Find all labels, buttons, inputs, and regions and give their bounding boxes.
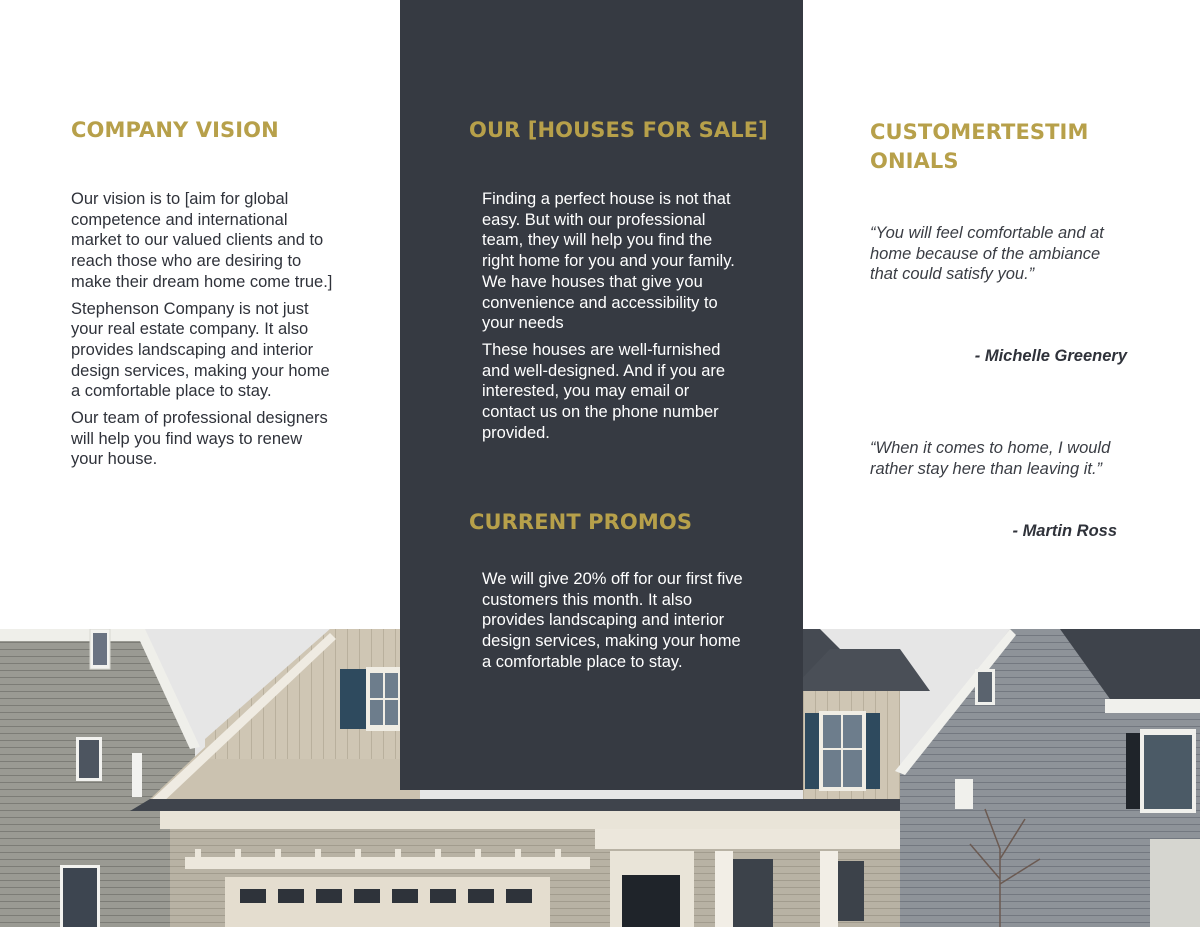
vision-paragraph: Stephenson Company is not just your real estate company. It also provides landscaping and interior design services, making your home a comfortable place to stay. bbox=[71, 299, 330, 401]
houses-paragraph: Finding a perfect house is not that easy. But with our professional team, they will help you find the right home for you and your family. We have houses that give you convenience and accessibility to your needs bbox=[482, 190, 735, 333]
company-vision-body bbox=[71, 189, 333, 476]
promos-body bbox=[482, 569, 744, 679]
testimonial-quote: “When it comes to home, I would rather stay here than leaving it.” bbox=[870, 439, 1111, 478]
promos-heading: CURRENT PROMOS bbox=[469, 510, 693, 534]
testimonials-heading bbox=[870, 118, 1170, 176]
testimonial-quote: “You will feel comfortable and at home because of the ambiance that could satisfy you.” bbox=[870, 224, 1104, 284]
testimonial-author: - Martin Ross bbox=[1012, 522, 1117, 540]
testimonial-author: - Michelle Greenery bbox=[974, 347, 1127, 365]
houses-heading: OUR [HOUSES FOR SALE] bbox=[469, 118, 768, 142]
testimonials-heading-line: CUSTOMERTESTIM bbox=[870, 120, 1089, 144]
vision-paragraph: Our vision is to [aim for global competence and international market to our valued clients and to reach those who are desiring to make their dream home come true.] bbox=[71, 190, 333, 291]
promos-paragraph: We will give 20% off for our first five customers this month. It also provides landscaping and interior design services, making your home a comfortable place to stay. bbox=[482, 570, 743, 671]
company-vision-heading: COMPANY VISION bbox=[71, 118, 279, 142]
testimonials-heading-line: ONIALS bbox=[870, 149, 959, 173]
houses-paragraph: These houses are well-furnished and well-designed. And if you are interested, you may email or contact us on the phone number provided. bbox=[482, 340, 726, 442]
houses-body bbox=[482, 189, 744, 449]
vision-paragraph: Our team of professional designers will help you find ways to renew your house. bbox=[71, 409, 328, 469]
